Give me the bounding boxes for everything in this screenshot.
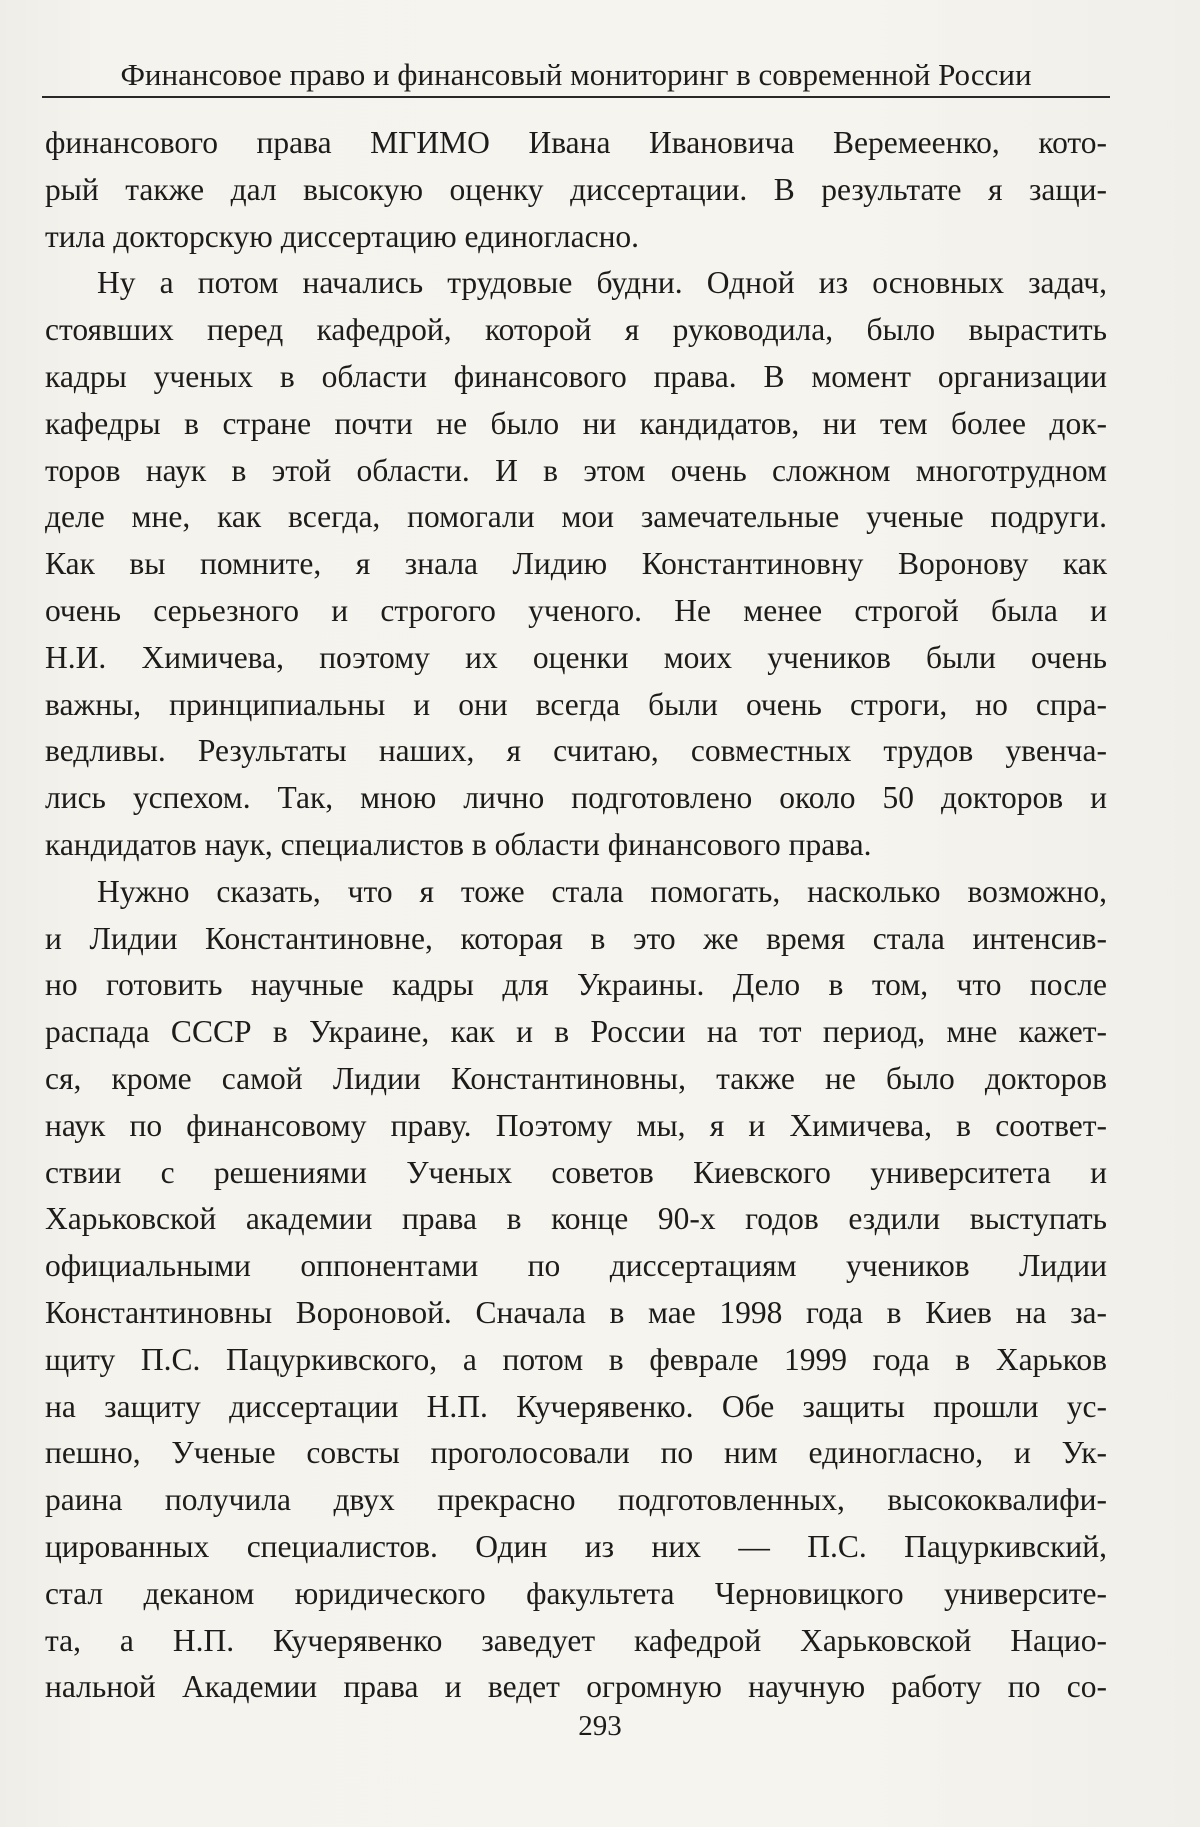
page-number: 293: [578, 1710, 622, 1742]
text-line: тила докторскую диссертацию единогласно.: [45, 218, 640, 254]
text-line: цированных специалистов. Один из них — П.С. Пацуркивский,: [45, 1528, 1107, 1564]
text-line: кандидатов наук, специалистов в области финансового права.: [45, 826, 872, 862]
text-line: торов наук в этой области. И в этом очень сложном многотрудном: [45, 452, 1107, 488]
text-line: Харьковской академии права в конце 90-х годов ездили выступать: [45, 1201, 1107, 1237]
text-line: Н.И. Химичева, поэтому их оценки моих учеников были очень: [45, 639, 1107, 675]
text-line: финансового права МГИМО Ивана Ивановича Веремеенко, кото-: [45, 125, 1107, 160]
text-line: Нужно сказать, что я тоже стала помогать, насколько возможно,: [97, 873, 1107, 909]
text-line: нальной Академии права и ведет огромную научную работу по со-: [45, 1669, 1107, 1705]
text-line: кадры ученых в области финансового права. В момент организации: [45, 358, 1107, 394]
text-line: лись успехом. Так, мною лично подготовлено около 50 докторов и: [45, 780, 1107, 816]
text-line: раина получила двух прекрасно подготовленных, высококвалифи-: [45, 1482, 1107, 1518]
text-line: ведливы. Результаты наших, я считаю, совместных трудов увенча-: [45, 733, 1107, 769]
text-line: и Лидии Константиновне, которая в это же время стала интенсив-: [45, 920, 1107, 956]
text-line: распада СССР в Украине, как и в России на тот период, мне кажет-: [45, 1014, 1107, 1050]
text-line: ствии с решениями Ученых советов Киевского университета и: [45, 1154, 1107, 1190]
text-line: Как вы помните, я знала Лидию Константиновну Воронову как: [45, 546, 1107, 582]
paragraph-2: [45, 260, 1107, 868]
text-line: щиту П.С. Пацуркивского, а потом в феврале 1999 года в Харьков: [45, 1341, 1107, 1377]
text-line: пешно, Ученые совсты проголосовали по ним единогласно, и Ук-: [45, 1435, 1107, 1471]
header-rule: [42, 96, 1110, 98]
text-line: очень серьезного и строгого ученого. Не менее строгой была и: [45, 592, 1107, 628]
text-line: на защиту диссертации Н.П. Кучерявенко. Обе защиты прошли ус-: [45, 1388, 1107, 1424]
text-line: рый также дал высокую оценку диссертации. В результате я защи-: [45, 171, 1107, 207]
text-line: та, а Н.П. Кучерявенко заведует кафедрой Харьковской Нацио-: [45, 1622, 1107, 1658]
text-line: кафедры в стране почти не было ни кандидатов, ни тем более док-: [45, 405, 1107, 441]
text-line: стал деканом юридического факультета Черновицкого университе-: [45, 1575, 1107, 1611]
text-line: деле мне, как всегда, помогали мои замечательные ученые подруги.: [45, 499, 1107, 535]
text-line: но готовить научные кадры для Украины. Дело в том, что после: [45, 967, 1107, 1003]
text-line: ся, кроме самой Лидии Константиновны, также не было докторов: [45, 1060, 1107, 1096]
text-line: наук по финансовому праву. Поэтому мы, я и Химичева, в соответ-: [45, 1107, 1107, 1143]
running-header: Финансовое право и финансовый мониторинг в современной России: [120, 57, 1032, 92]
text-line: Ну а потом начались трудовые будни. Одной из основных задач,: [97, 265, 1107, 301]
paragraph-3: [45, 869, 1107, 1711]
text-line: стоявших перед кафедрой, которой я руководила, было вырастить: [45, 312, 1107, 348]
paragraph-1: [45, 120, 1107, 260]
text-line: важны, принципиальны и они всегда были очень строги, но спра-: [45, 686, 1107, 722]
text-line: официальными оппонентами по диссертациям учеников Лидии: [45, 1248, 1107, 1284]
text-line: Константиновны Вороновой. Сначала в мае 1998 года в Киев на за-: [45, 1294, 1107, 1330]
body-text: [45, 120, 1107, 1711]
